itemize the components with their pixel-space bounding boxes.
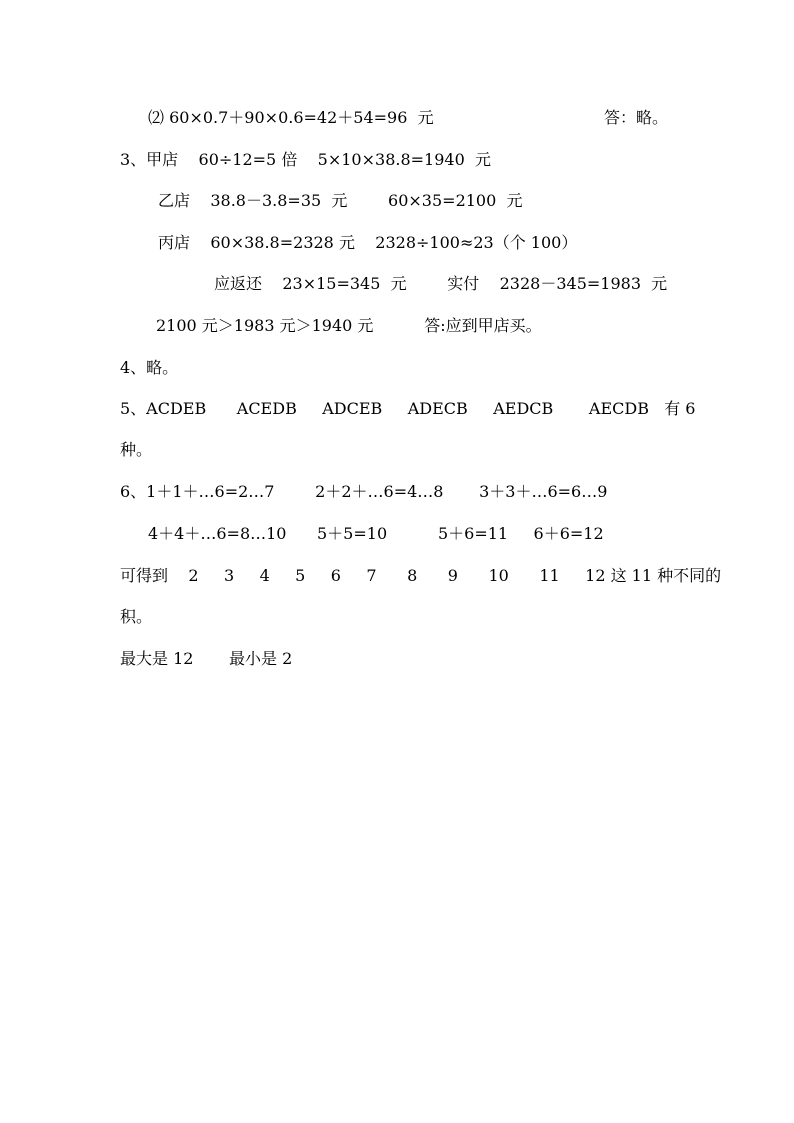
answer-2-calculation: ⑵ 60×0.7＋90×0.6=42＋54=96 元 [148,108,434,127]
answer-4: 4、略。 [120,358,179,377]
answer-3-shop-a: 3、甲店 60÷12=5 倍 5×10×38.8=1940 元 [120,150,491,169]
answer-3-shop-c-refund: 应返还 23×15=345 元 实付 2328－345=1983 元 [214,274,668,293]
answer-3-comparison: 2100 元＞1983 元＞1940 元 答:应到甲店买。 [156,316,542,335]
answer-3-shop-b: 乙店 38.8－3.8=35 元 60×35=2100 元 [158,191,523,210]
answer-3-shop-c: 丙店 60×38.8=2328 元 2328÷100≈23（个 100） [158,233,578,252]
answer-6-max-min: 最大是 12 最小是 2 [120,649,293,668]
answer-6-results: 可得到 2 3 4 5 6 7 8 9 10 11 12 这 11 种不同的 [120,566,722,585]
answer-2-reply: 答：略。 [604,108,669,127]
answer-6-row-2: 4＋4＋…6=8…10 5＋5=10 5＋6=11 6＋6=12 [148,524,604,543]
answer-6-continuation: 积。 [120,607,153,626]
answer-6-row-1: 6、1＋1＋…6=2…7 2＋2＋…6=4…8 3＋3＋…6=6…9 [120,482,608,501]
answer-5-sequences: 5、ACDEB ACEDB ADCEB ADECB AEDCB AECDB 有 6 [120,399,696,418]
answer-5-continuation: 种。 [120,440,153,459]
